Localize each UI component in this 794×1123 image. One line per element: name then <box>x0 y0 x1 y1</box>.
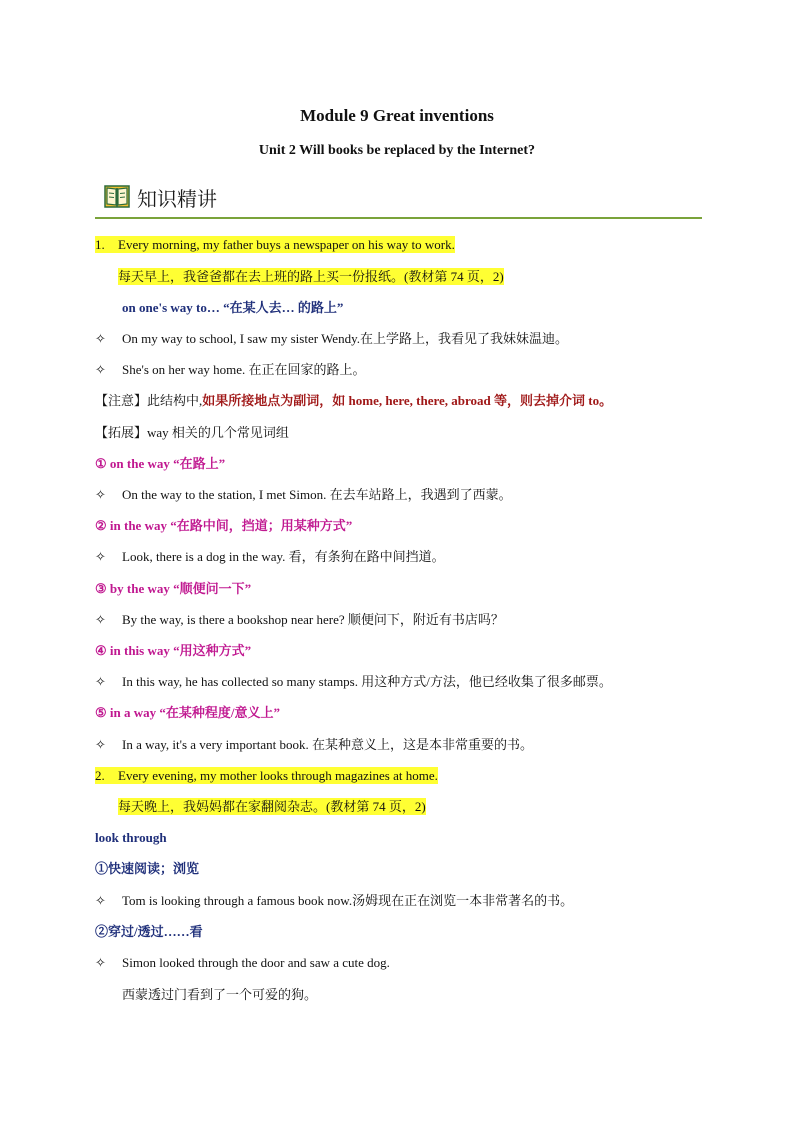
example-text: She's on her way home. 在正在回家的路上。 <box>122 362 366 377</box>
bullet-icon: ✧ <box>95 956 106 971</box>
item2-translation: 每天晚上，我妈妈都在家翻阅杂志。(教材第 74 页，2) <box>118 799 426 814</box>
item1-number: 1. <box>95 237 105 252</box>
item1-phrase: on one's way to… “在某人去… 的路上” <box>122 300 344 315</box>
item2-example-2 <box>95 954 390 973</box>
phrase-example <box>95 673 612 692</box>
example-text: By the way, is there a bookshop near here? 顺便问下，附近有书店吗？ <box>122 612 504 627</box>
example-text: Tom is looking through a famous book now.汤姆现在正在浏览一本非常著名的书。 <box>122 893 574 908</box>
bullet-icon: ✧ <box>95 488 106 503</box>
example-text: On the way to the station, I met Simon. 在去车站路上，我遇到了西蒙。 <box>122 487 512 502</box>
item2-phrase: look through <box>95 830 167 845</box>
item2-number: 2. <box>95 768 105 783</box>
item1-extend: 【拓展】way 相关的几个常见词组 <box>95 425 289 440</box>
example-text: On my way to school, I saw my sister Wendy.在上学路上，我看见了我妹妹温迪。 <box>122 331 568 346</box>
bullet-icon: ✧ <box>95 363 106 378</box>
item1-translation: 每天早上，我爸爸都在去上班的路上买一份报纸。(教材第 74 页，2) <box>118 269 504 284</box>
item2-sense-2: ②穿过/透过……看 <box>95 924 203 939</box>
example-text: Simon looked through the door and saw a cute dog. <box>122 955 390 970</box>
bullet-icon: ✧ <box>95 894 106 909</box>
unit-subtitle: Unit 2 Will books be replaced by the Internet? <box>258 143 536 158</box>
phrase-example <box>95 548 445 567</box>
open-book-icon <box>103 183 131 211</box>
section-heading <box>103 182 217 212</box>
phrase-example <box>95 611 504 630</box>
item2-sense-1: ①快速阅读；浏览 <box>95 861 200 876</box>
item2-example-1 <box>95 892 573 911</box>
phrase-example <box>95 736 533 755</box>
item1-sentence-row <box>95 236 455 254</box>
item1-example-1 <box>95 330 568 349</box>
item2-example-2-translation: 西蒙透过门看到了一个可爱的狗。 <box>122 987 318 1002</box>
bullet-icon: ✧ <box>95 332 106 347</box>
phrase-heading: ③ by the way “顺便问一下” <box>95 581 252 596</box>
note-label: 【注意】此结构中, <box>95 393 203 408</box>
bullet-icon: ✧ <box>95 738 106 753</box>
bullet-icon: ✧ <box>95 613 106 628</box>
phrase-heading: ② in the way “在路中间，挡道；用某种方式” <box>95 518 353 533</box>
phrase-heading: ① on the way “在路上” <box>95 456 226 471</box>
phrase-heading: ⑤ in a way “在某种程度/意义上” <box>95 705 280 720</box>
item2-translation-row <box>118 798 426 816</box>
page-title: Module 9 Great inventions <box>300 106 494 125</box>
item1-note <box>95 392 612 410</box>
bullet-icon: ✧ <box>95 550 106 565</box>
item1-translation-row <box>118 268 504 286</box>
phrase-heading: ④ in this way “用这种方式” <box>95 643 252 658</box>
example-text: In a way, it's a very important book. 在某种意义上，这是本非常重要的书。 <box>122 737 533 752</box>
item1-sentence: Every morning, my father buys a newspaper on his way to work. <box>118 237 455 252</box>
note-text: 如果所接地点为副词，如 home, here, there, abroad 等，则去掉介词 to。 <box>202 393 613 408</box>
example-text: In this way, he has collected so many stamps. 用这种方式/方法，他已经收集了很多邮票。 <box>122 674 612 689</box>
item2-sentence: Every evening, my mother looks through magazines at home. <box>118 768 438 783</box>
example-text: Look, there is a dog in the way. 看，有条狗在路中间挡道。 <box>122 549 445 564</box>
item2-sentence-row <box>95 767 438 785</box>
section-divider <box>95 217 702 219</box>
bullet-icon: ✧ <box>95 675 106 690</box>
phrase-example <box>95 486 512 505</box>
section-label: 知识精讲 <box>137 186 217 211</box>
item1-example-2 <box>95 361 366 380</box>
